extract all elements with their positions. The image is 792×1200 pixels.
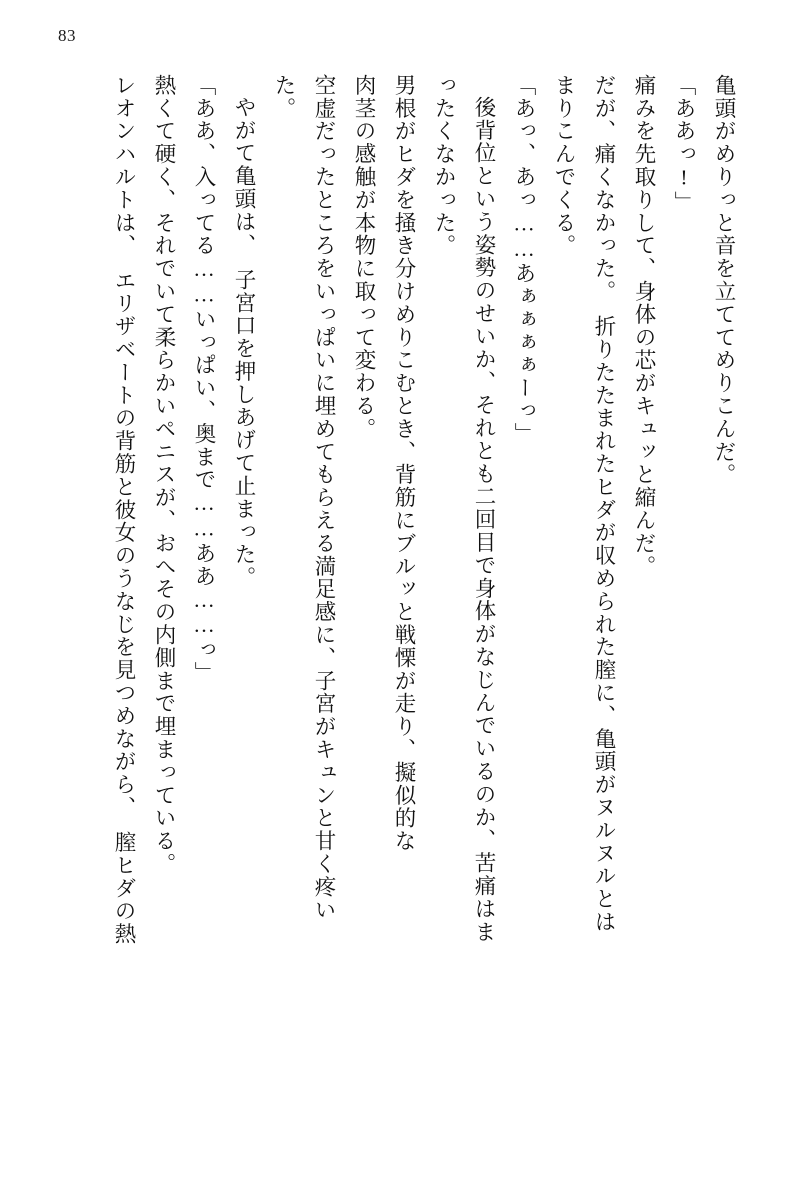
text-line: 「ああ、入ってる……いっぱい、奥まで……ああ……っ」 — [192, 74, 216, 685]
text-line: 肉茎の感触が本物に取って変わる。 — [352, 74, 376, 441]
text-line: た。 — [272, 74, 296, 120]
text-line: まりこんでくる。 — [552, 74, 576, 258]
text-line: 空虚だったところをいっぱいに埋めてもらえる満足感に、子宮がキュンと甘く疼い — [312, 74, 336, 922]
text-line: 痛みを先取りして、身体の芯がキュッと縮んだ。 — [632, 74, 656, 578]
text-line: 「ああっ!」 — [672, 74, 696, 214]
text-line: 亀頭がめりっと音を立ててめりこんだ。 — [712, 74, 736, 487]
text-line: だが、痛くなかった。 折りたたまれたヒダが収められた膣に、亀頭がヌルヌルとは — [592, 74, 616, 934]
text-line: ったくなかった。 — [432, 74, 456, 258]
text-line: 熱くて硬く、それでいて柔らかいペニスが、おへその内側まで埋まっている。 — [152, 74, 176, 876]
text-line: 男根がヒダを掻き分けめりこむとき、背筋にブルッと戦慄が走り、擬似的な — [392, 74, 416, 853]
page-body-text — [28, 74, 744, 1166]
text-line: レオンハルトは、 エリザベートの背筋と彼女のうなじを見つめながら、 膣ヒダの熱 — [112, 74, 136, 946]
text-line: やがて亀頭は、 子宮口を押しあげて止まった。 — [232, 96, 256, 590]
text-line: 「あっ、あっ……あぁぁぁぁーっ」 — [512, 74, 536, 446]
text-line: 後背位という姿勢のせいか、それとも二回目で身体がなじんでいるのか、苦痛はま — [472, 96, 496, 944]
page-number: 83 — [58, 26, 76, 45]
